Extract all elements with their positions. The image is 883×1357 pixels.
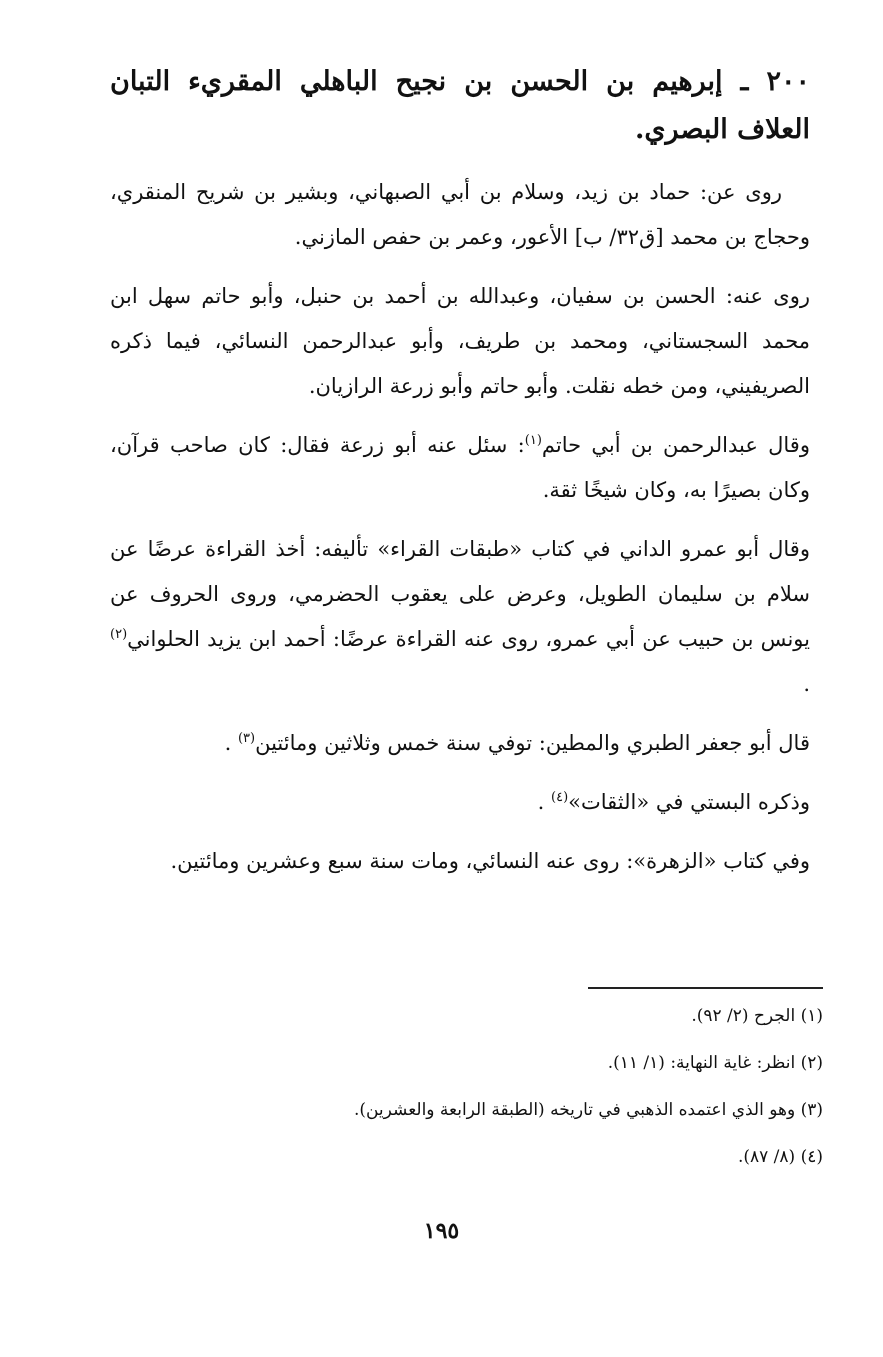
page-body xyxy=(110,58,810,898)
narrators-from-paragraph xyxy=(110,170,810,260)
paragraph-text: روى عنه: الحسن بن سفيان، وعبدالله بن أحمد بن حنبل، وأبو حاتم سهل ابن محمد السجستاني، ومحمد بن طريف، وأبو عبدالرحمن النسائي، فيما ذكره الصريفيني، ومن خطه نقلت. وأبو حاتم وأبو زرعة الرازيان. xyxy=(110,284,810,398)
zahra-paragraph xyxy=(110,839,810,884)
paragraph-text: وذكره البستي في «الثقات» xyxy=(568,790,810,814)
paragraph-text: روى عن: حماد بن زيد، وسلام بن أبي الصبهاني، وبشير بن شريح المنقري، وحجاج بن محمد [ق٣٢/ ب] الأعور، وعمر بن حفص المازني. xyxy=(110,180,810,249)
paragraph-text-continued: . xyxy=(537,790,551,814)
paragraph-text: وقال عبدالرحمن بن أبي حاتم xyxy=(541,433,810,457)
footnote-marker[interactable]: (٣) xyxy=(237,731,256,746)
paragraph-text: قال أبو جعفر الطبري والمطين: توفي سنة خمس وثلاثين ومائتين xyxy=(255,731,810,755)
narrators-to-paragraph xyxy=(110,274,810,409)
entry-title: ٢٠٠ ـ إبرهيم بن الحسن بن نجيح الباهلي المقريء التبان العلاف البصري. xyxy=(110,66,810,145)
footnote-separator xyxy=(588,987,823,989)
footnote-4: (٤) (٨/ ٨٧). xyxy=(737,1147,823,1167)
footnote-1: (١) الجرح (٢/ ٩٢). xyxy=(691,1006,823,1026)
ibn-abi-hatim-paragraph xyxy=(110,423,810,513)
paragraph-text: وقال أبو عمرو الداني في كتاب «طبقات القراء» تأليفه: أخذ القراءة عرضًا عن سلام بن سليمان الطويل، وعرض على يعقوب الحضرمي، وروى الحروف عن يونس بن حبيب عن أبي عمرو، روى عنه القراءة عرضًا: أحمد ابن يزيد الحلواني xyxy=(110,537,810,651)
footnote-2: (٢) انظر: غاية النهاية: (١/ ١١). xyxy=(607,1053,823,1073)
footnotes xyxy=(110,1004,823,1192)
footnote-marker[interactable]: (١) xyxy=(524,433,542,448)
paragraph-text-continued: . xyxy=(224,731,238,755)
paragraph-text-continued: : سئل عنه أبو زرعة فقال: كان صاحب قرآن، وكان بصيرًا به، وكان شيخًا ثقة. xyxy=(110,433,810,502)
paragraph-text-continued: . xyxy=(803,672,810,696)
page-number: ١٩٥ xyxy=(423,1218,460,1244)
footnote-marker[interactable]: (٤) xyxy=(551,790,569,805)
footnote-3: (٣) وهو الذي اعتمده الذهبي في تاريخه (الطبقة الرابعة والعشرين). xyxy=(353,1100,823,1120)
dani-paragraph xyxy=(110,527,810,707)
death-date-paragraph xyxy=(110,721,810,766)
footnote-marker[interactable]: (٢) xyxy=(110,627,128,642)
paragraph-text: وفي كتاب «الزهرة»: روى عنه النسائي، ومات سنة سبع وعشرين ومائتين. xyxy=(170,849,810,873)
busti-paragraph xyxy=(110,780,810,825)
